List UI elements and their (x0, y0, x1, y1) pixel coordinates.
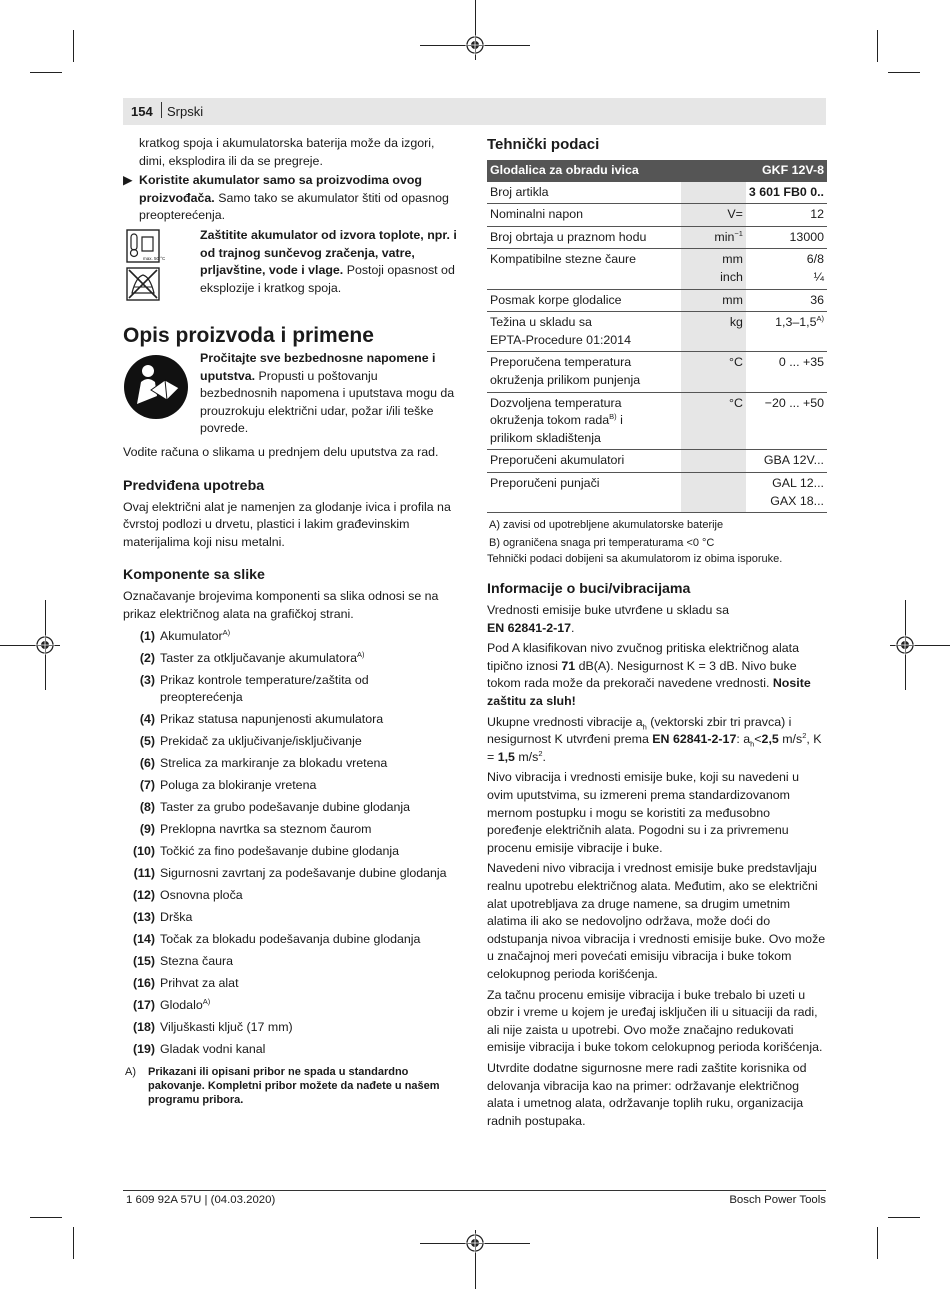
component-number: (5) (139, 733, 155, 748)
component-label-text: Preklopna navrtka sa steznom čaurom (160, 821, 372, 836)
crop-mark (30, 72, 62, 73)
tech-data-table (487, 160, 827, 513)
component-item (123, 711, 458, 733)
crop-mark (30, 1217, 62, 1218)
component-number: (9) (139, 821, 155, 836)
component-number: (11) (133, 865, 155, 880)
component-label-text: Prikaz kontrole temperature/zaštita od (160, 672, 369, 687)
component-label (160, 887, 243, 905)
component-number: (14) (132, 931, 155, 946)
row-unit-text: °C (729, 355, 743, 370)
component-item (123, 975, 458, 997)
table-footnote-b (487, 536, 827, 550)
row-unit (681, 472, 746, 512)
row-value-text: ¼ (813, 269, 824, 284)
component-item (123, 1041, 458, 1063)
component-label-text: Točkić za fino podešavanje dubine glodanja (160, 843, 400, 858)
page-number: 154 (131, 104, 153, 119)
p3-lt: < (754, 732, 762, 747)
row-label (487, 226, 681, 249)
component-label-text: Prekidač za uključivanje/isključivanje (160, 733, 362, 748)
component-number: (4) (139, 711, 155, 726)
component-label (160, 1041, 265, 1059)
row-label-text: Preporučeni akumulatori (490, 453, 625, 468)
row-unit (681, 204, 746, 227)
p2-warning: Nosite zaštitu za sluh! (487, 676, 811, 709)
heat-warning-icon (126, 229, 166, 263)
footnote-mark: A) (125, 1065, 136, 1078)
component-label-text: Viljuškasti ključ (17 mm) (160, 1019, 293, 1034)
table-footnote-c: Tehnički podaci dobijeni sa akumulatorom iz obima isporuke. (487, 553, 783, 566)
read-instructions-block (123, 352, 458, 444)
component-label (160, 755, 387, 773)
row-label-text: i (616, 413, 623, 428)
read-rest-text: Propusti u poštovanju bezbednosnih napomena i uputstava mogu da prouzrokuju električni udar, požar i/ili teške povrede. (200, 368, 455, 436)
p3-sup-2: 2 (538, 748, 543, 758)
component-number: (3) (139, 672, 155, 687)
p3-sup: 2 (802, 731, 807, 741)
component-number: (7) (139, 777, 155, 792)
table-footnote-a (487, 518, 827, 532)
component-footnote-ref: A) (356, 649, 365, 659)
row-label (487, 249, 681, 289)
bullet-text: Samo tako se akumulator štiti od opasnog preopterećenja. (139, 190, 449, 223)
read-manual-icon (123, 354, 189, 420)
component-footnote-ref: A) (202, 996, 211, 1006)
footnote-a-mark: A) (489, 519, 500, 532)
registration-mark-icon (895, 635, 915, 655)
row-unit-text: mm (722, 292, 743, 307)
component-label-text: Taster za otključavanje akumulatora (160, 650, 357, 665)
component-label-text: Sigurnosni zavrtanj za podešavanje dubine glodanja (160, 865, 447, 880)
page-header (123, 98, 826, 125)
row-value-text: 13000 (789, 229, 824, 244)
noise-paragraph-4: Nivo vibracija i vrednosti emisije buke, koji su navedeni u ovim uputstvima, su izmereni prema standardizovanom mernom postupku i mogu se koristiti za međusobno poređenje električnih alata. Pogodni su i za privremenu procenu emisije vibracije i buke. (487, 770, 799, 855)
p3-text-2: (vektorski zbir tri pravca) i nesigurnost K utvrđeni prema (487, 714, 792, 747)
row-value (746, 182, 827, 204)
row-label-text: Broj obrtaja u praznom hodu (490, 229, 647, 244)
row-unit-text: V= (727, 207, 743, 222)
component-number: (15) (132, 953, 155, 968)
bullet-arrow-icon: ▶ (123, 173, 133, 188)
p1-text: Vrednosti emisije buke utvrđene u skladu sa (487, 603, 729, 618)
row-value (746, 392, 827, 450)
component-item (123, 931, 458, 953)
component-number: (18) (132, 1019, 155, 1034)
component-number: (12) (132, 887, 155, 902)
component-label (160, 843, 399, 861)
component-item (123, 672, 458, 711)
row-value-text: GAL 12... (772, 475, 824, 490)
continued-text: kratkog spoja i akumulatorska baterija može da izgori, dimi, eksplodira ili da se pregreje. (139, 136, 435, 168)
component-item (123, 843, 458, 865)
row-value (746, 312, 827, 352)
table-row (487, 204, 827, 227)
component-number: (2) (139, 650, 155, 665)
row-label-text: Dozvoljena temperatura (490, 395, 622, 410)
component-label (160, 650, 364, 668)
component-label (160, 1019, 293, 1037)
p3-unit: m/s (778, 732, 803, 747)
component-item (123, 909, 458, 931)
row-unit-text: °C (729, 395, 743, 410)
crop-mark (888, 72, 920, 73)
component-item (123, 733, 458, 755)
component-label (160, 931, 420, 949)
row-footnote-ref: B) (609, 412, 617, 422)
noise-paragraph-2 (487, 640, 827, 710)
row-label-text: Težina u skladu sa (490, 315, 592, 330)
p3-k: , K = (487, 732, 822, 764)
row-unit-text: inch (720, 269, 743, 284)
registration-mark-icon (465, 35, 485, 55)
row-unit (681, 182, 746, 204)
table-row (487, 289, 827, 312)
component-item (123, 1019, 458, 1041)
row-value-text: 0 ... +35 (778, 355, 824, 370)
component-label (160, 733, 362, 751)
row-value-text: 3 601 FB0 0.. (748, 184, 824, 199)
components-title: Komponente sa slike (123, 567, 265, 584)
crop-mark (877, 1227, 878, 1259)
components-footnote (123, 1065, 458, 1107)
row-unit (681, 392, 746, 450)
table-header-model: GKF 12V-8 (746, 160, 827, 182)
document-code: 1 609 92A 57U | (04.03.2020) (126, 1194, 276, 1206)
row-unit (681, 289, 746, 312)
noise-title: Informacije o buci/vibracijama (487, 581, 691, 598)
component-number: (13) (132, 909, 155, 924)
brand-name: Bosch Power Tools (729, 1194, 826, 1206)
row-unit (681, 249, 746, 289)
row-value (746, 249, 827, 289)
heat-warning-text (200, 227, 458, 297)
table-row (487, 182, 827, 204)
noise-paragraph-7: Utvrdite dodatne sigurnosne mere radi zaštite korisnika od delovanja vibracija kao na primer: održavanje električnog alata i umetnog alata, održavanje toplih ruku, organizacija radnih postupaka. (487, 1060, 807, 1128)
component-label-text: Gladak vodni kanal (160, 1041, 266, 1056)
row-label (487, 392, 681, 450)
component-label (160, 953, 233, 971)
component-label (160, 821, 371, 839)
footnote-b-mark: B) (489, 537, 500, 550)
component-item (123, 865, 458, 887)
p3-standard: EN 62841-2-17 (652, 732, 737, 747)
component-label (160, 997, 210, 1015)
component-number: (10) (132, 843, 155, 858)
row-label (487, 289, 681, 312)
row-value-text: −20 ... +50 (764, 395, 824, 410)
bullet-item (123, 172, 458, 225)
component-item (123, 777, 458, 799)
intended-use-title: Predviđena upotreba (123, 477, 265, 494)
crop-mark (877, 30, 878, 62)
component-label-text: Taster za grubo podešavanje dubine glodanja (160, 799, 411, 814)
table-row (487, 352, 827, 392)
row-value-text: 12 (810, 207, 824, 222)
row-label-text: okruženja prilikom punjenja (490, 372, 641, 387)
component-item (123, 650, 458, 672)
row-value (746, 472, 827, 512)
row-label-text: Preporučeni punjači (490, 475, 600, 490)
row-unit-text: mm (722, 252, 743, 267)
p3-text: Ukupne vrednosti vibracije a (487, 714, 643, 729)
component-item (123, 997, 458, 1019)
row-label (487, 450, 681, 473)
p3-unit-2: m/s (514, 749, 539, 764)
bullet-bold-text: Koristite akumulator samo sa proizvodima ovog proizvođača. (139, 173, 422, 205)
read-bold-text: Pročitajte sve bezbednosne napomene i uputstva. (200, 350, 436, 383)
row-label-text: EPTA-Procedure 01:2014 (490, 332, 631, 347)
p3-text-3: : a (736, 732, 751, 747)
component-label (160, 909, 192, 927)
row-label (487, 204, 681, 227)
component-label (160, 799, 410, 817)
row-label-text: Posmak korpe glodalice (490, 292, 622, 307)
footnote-text: Prikazani ili opisani pribor ne spada u standardno pakovanje. Kompletni pribor možete da nađete u našem programu pribora. (148, 1065, 440, 1106)
heat-bold-text: Zaštitite akumulator od izvora toplote, npr. i od trajnog sunčevog zračenja, vatre, prljavštine, vode i vlage. (200, 227, 457, 278)
row-value-text: 6/8 (806, 252, 824, 267)
component-footnote-ref: A) (222, 627, 231, 637)
row-unit (681, 312, 746, 352)
right-column (487, 135, 827, 1130)
table-row (487, 226, 827, 249)
row-unit (681, 352, 746, 392)
row-value-text: GAX 18... (770, 493, 824, 508)
component-label-text: Poluga za blokiranje vretena (160, 777, 317, 792)
component-number: (17) (132, 997, 155, 1012)
component-label-text: preopterećenja (160, 690, 243, 705)
table-row (487, 450, 827, 473)
component-label (160, 628, 230, 646)
p3-value-k: 1,5 (497, 749, 515, 764)
component-item (123, 953, 458, 975)
row-label-text: Kompatibilne stezne čaure (490, 252, 637, 267)
p2-text-2: dB(A). Nesigurnost K = 3 dB. Nivo buke tokom rada može da prekorači navedene vrednosti. (487, 658, 797, 691)
component-number: (6) (139, 755, 155, 770)
table-row (487, 249, 827, 289)
component-label-text: Prihvat za alat (160, 975, 239, 990)
component-label (160, 865, 447, 883)
p3-value-a: 2,5 (761, 732, 779, 747)
component-item (123, 821, 458, 843)
row-label-text: Nominalni napon (490, 207, 583, 222)
row-label-text: Preporučena temperatura (490, 355, 632, 370)
component-label-text: Strelica za markiranje za blokadu vretena (160, 755, 388, 770)
footnote-b-text: ograničena snaga pri temperaturama <0 °C (503, 537, 715, 550)
p1-standard: EN 62841-2-17 (487, 620, 572, 635)
p2-text: Pod A klasifikovan nivo zvučnog pritiska električnog alata tipično iznosi (487, 641, 800, 673)
registration-mark-icon (465, 1233, 485, 1253)
component-label-text: Glodalo (160, 997, 203, 1012)
heat-warning (123, 229, 458, 301)
p2-value: 71 (561, 658, 576, 673)
noise-paragraph-5: Navedeni nivo vibracija i vrednost emisije buke predstavljaju realnu upotrebu električnog alata. Međutim, ako se električni alat upotrebljava za druge namene, sa drugim umetnim alatima ili ako se nedovoljno održava, može doći do odstupanja nivoa vibracija i vrednosti emisije buke. Ovo može u značajnoj meri povećati emisiju vibracija i buke tokom celokupnog perioda korišćenja. (487, 861, 826, 981)
language-label: Srpski (167, 104, 204, 119)
component-label-text: Stezna čaura (160, 953, 234, 968)
component-number: (19) (132, 1041, 155, 1056)
component-label (160, 777, 316, 795)
p1-end: . (571, 620, 575, 635)
header-divider (161, 102, 162, 118)
component-item (123, 628, 458, 650)
component-label-text: Drška (160, 909, 193, 924)
row-label (487, 182, 681, 204)
section-title: Opis proizvoda i primene (123, 323, 374, 347)
component-label-text: Akumulator (160, 628, 223, 643)
component-item (123, 755, 458, 777)
component-item (123, 887, 458, 909)
registration-mark-icon (35, 635, 55, 655)
pictures-note: Vodite računa o slikama u prednjem delu uputstva za rad. (123, 444, 439, 459)
crop-mark (73, 1227, 74, 1259)
component-label (160, 975, 239, 993)
vibration-paragraph (487, 714, 827, 767)
noise-paragraph-1 (487, 602, 827, 637)
row-unit-text: min (714, 229, 735, 244)
row-value-text: GBA 12V... (763, 453, 824, 468)
row-value (746, 226, 827, 249)
component-label-text: Osnovna ploča (160, 887, 243, 902)
row-label-text: prilikom skladištenja (490, 430, 601, 445)
table-header-row (487, 160, 827, 182)
row-label-text: Broj artikla (490, 184, 549, 199)
component-item (123, 799, 458, 821)
row-unit (681, 226, 746, 249)
components-list (123, 628, 458, 1063)
table-row (487, 472, 827, 512)
row-unit-text: kg (729, 315, 743, 330)
noise-paragraph-6: Za tačnu procenu emisije vibracija i buke trebalo bi uzeti u obzir i vreme u kojem je uređaj isključen ili u situaciji da radi, ali nije zaista u upotrebi. Ovo može značajno redukovati emisije vibracija i buke tokom celokupnog perioda korišćenja. (487, 987, 823, 1055)
footnote-a-text: zavisi od upotrebljene akumulatorske baterije (503, 519, 724, 532)
crop-mark (73, 30, 74, 62)
left-column (123, 135, 458, 1107)
table-header-label: Glodalica za obradu ivica (487, 160, 746, 182)
component-label (160, 711, 383, 729)
component-number: (1) (139, 628, 155, 643)
no-water-fire-icon (126, 267, 160, 301)
row-footnote-ref: A) (816, 314, 824, 324)
read-instructions-text (200, 350, 458, 438)
row-value (746, 352, 827, 392)
heat-icon-label: max. 50 °C (143, 255, 166, 261)
row-value (746, 289, 827, 312)
component-number: (8) (139, 799, 155, 814)
row-label (487, 352, 681, 392)
row-label (487, 312, 681, 352)
row-unit-exponent: −1 (734, 228, 743, 238)
component-label-text: Točak za blokadu podešavanja dubine glodanja (160, 931, 421, 946)
heat-rest-text: Postoji opasnost od eksplozije i kratkog spoja. (200, 263, 455, 295)
row-value-text: 36 (810, 292, 824, 307)
table-row (487, 312, 827, 352)
p3-sub-2: h (750, 739, 755, 749)
table-row (487, 392, 827, 450)
component-number: (16) (132, 975, 155, 990)
row-label-text: okruženja tokom rada (490, 413, 610, 428)
row-value (746, 450, 827, 473)
intended-use-text: Ovaj električni alat je namenjen za glodanje ivica i profila na čvrstoj podlozi u drvetu, plastici i lakim građevinskim materijalima koji nisu metalni. (123, 499, 451, 549)
component-label (160, 672, 369, 707)
p3-sub: h (642, 722, 647, 732)
row-unit (681, 450, 746, 473)
page-footer (123, 1190, 826, 1206)
tech-data-title: Tehnički podaci (487, 136, 600, 153)
component-label-text: Prikaz statusa napunjenosti akumulatora (160, 711, 384, 726)
row-label (487, 472, 681, 512)
row-value (746, 204, 827, 227)
p3-end: . (542, 749, 546, 764)
crop-mark (888, 1217, 920, 1218)
row-value-text: 1,3–1,5 (775, 315, 817, 330)
components-intro: Označavanje brojevima komponenti sa slika odnosi se na prikaz električnog alata na grafičkoj strani. (123, 589, 439, 621)
